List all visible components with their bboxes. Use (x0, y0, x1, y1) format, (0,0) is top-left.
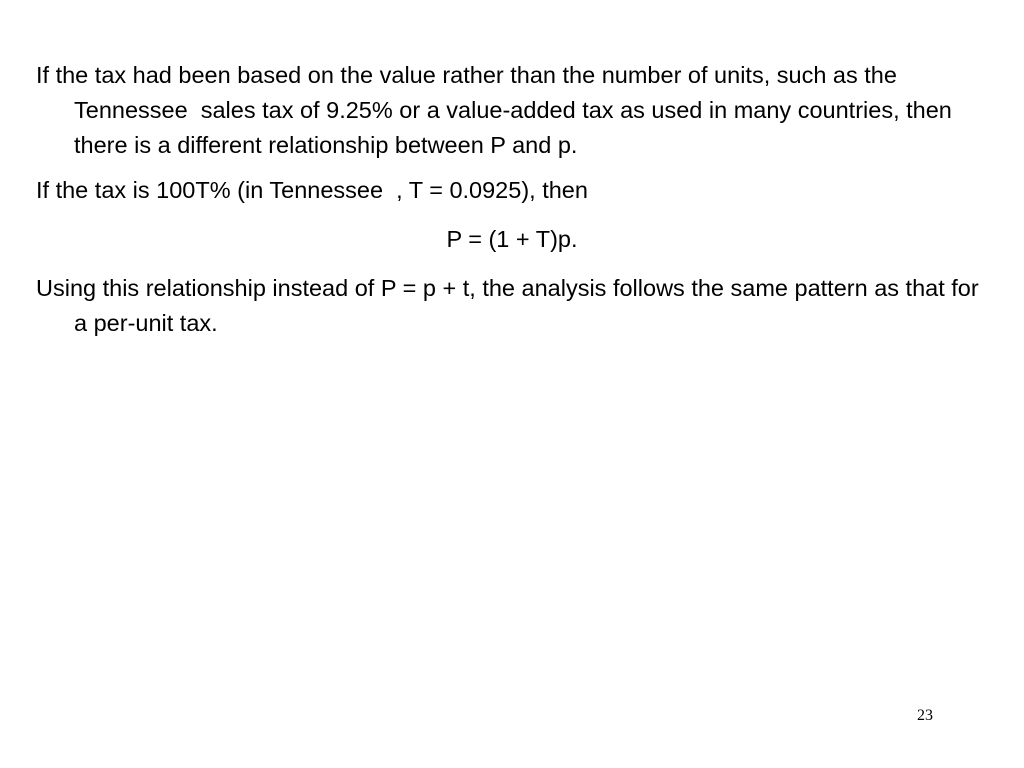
price-equation: P = (1 + T)p. (446, 226, 578, 252)
tax-value-paragraph: If the tax had been based on the value rather than the number of units, such as the Tennessee sales tax of 9.25% or a value-added tax as used in many countries, then there is a different relationship between P and p. (36, 62, 959, 158)
tax-rate-paragraph: If the tax is 100T% (in Tennessee , T = 0.0925), then (36, 177, 588, 203)
analysis-paragraph: Using this relationship instead of P = p + t, the analysis follows the same pattern as that for a per-unit tax. (36, 275, 986, 336)
page-number: 23 (917, 707, 933, 724)
slide-body (36, 58, 996, 353)
